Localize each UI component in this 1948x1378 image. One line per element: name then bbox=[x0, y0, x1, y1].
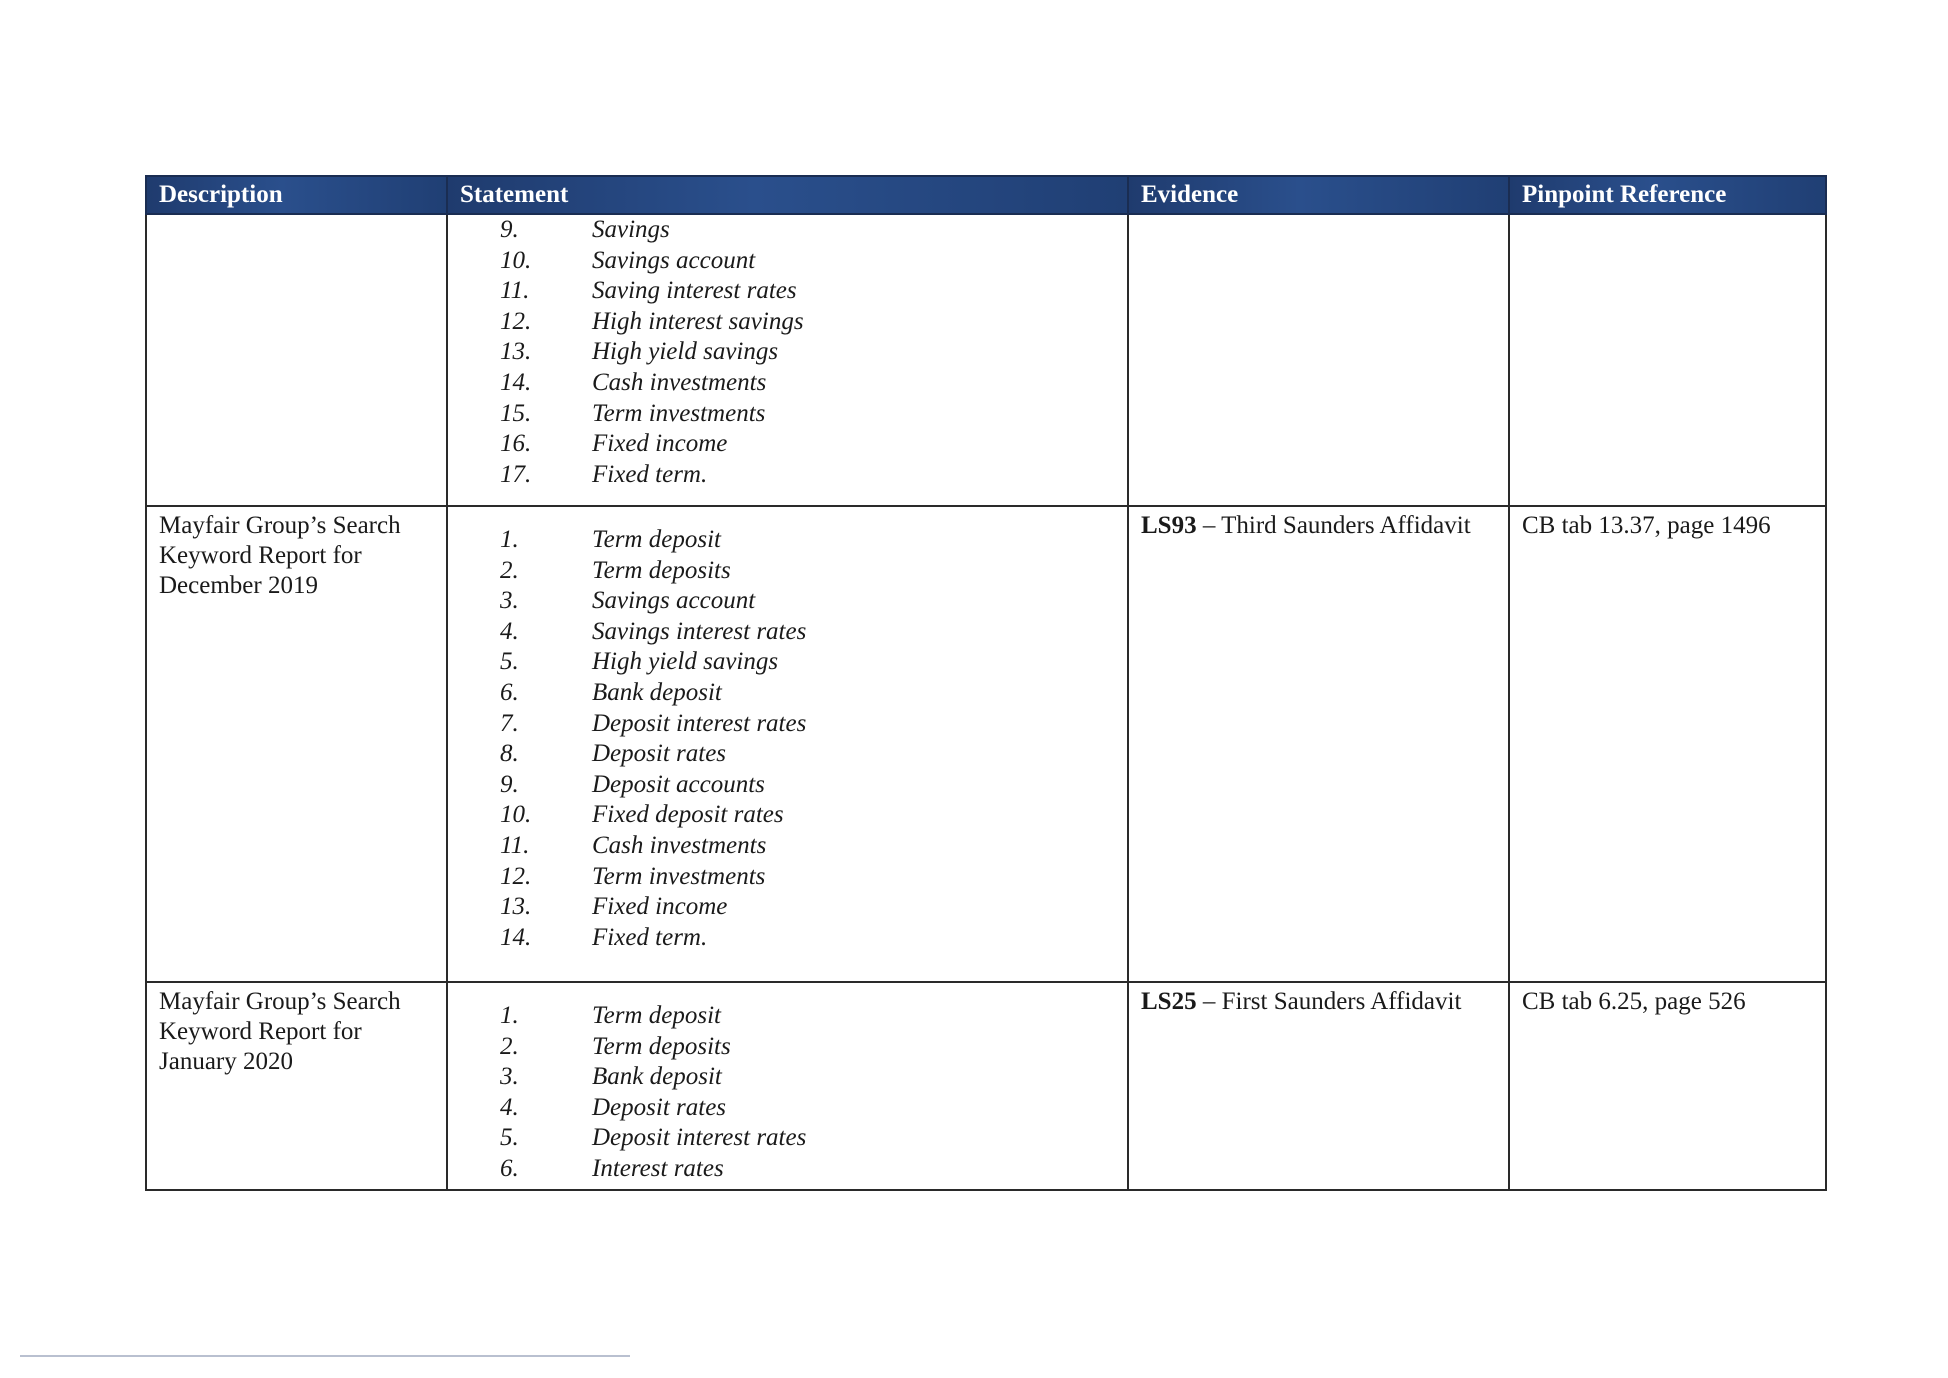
keyword-number: 9. bbox=[500, 770, 519, 798]
keyword-item bbox=[460, 586, 1115, 617]
keyword-number: 6. bbox=[500, 1154, 519, 1182]
keyword-item bbox=[460, 831, 1115, 862]
keyword-number: 11. bbox=[500, 831, 530, 859]
keyword-label: Deposit rates bbox=[592, 740, 727, 768]
keyword-number: 3. bbox=[500, 1063, 519, 1091]
keyword-label: Fixed term. bbox=[592, 460, 708, 488]
evidence-description: – First Saunders Affidavit bbox=[1196, 988, 1462, 1015]
keyword-number: 10. bbox=[500, 246, 532, 274]
keyword-label: Term deposits bbox=[592, 1032, 731, 1060]
keyword-item bbox=[460, 368, 1115, 399]
keyword-label: Savings account bbox=[592, 246, 756, 274]
keyword-number: 4. bbox=[500, 617, 519, 645]
keyword-number: 9. bbox=[500, 216, 519, 243]
keyword-item bbox=[460, 337, 1115, 368]
table-body bbox=[146, 214, 1826, 1190]
evidence-cell bbox=[1128, 982, 1509, 1190]
keyword-label: Term deposit bbox=[592, 1002, 721, 1029]
pinpoint-cell: CB tab 6.25, page 526 bbox=[1509, 982, 1826, 1190]
keyword-item bbox=[460, 862, 1115, 893]
description-cell bbox=[146, 214, 447, 506]
header-statement: Statement bbox=[447, 176, 1128, 214]
table-row bbox=[146, 506, 1826, 982]
evidence-code: LS93 bbox=[1141, 512, 1197, 539]
keyword-list bbox=[460, 215, 1115, 490]
keyword-item bbox=[460, 739, 1115, 770]
evidence-cell bbox=[1128, 214, 1509, 506]
statement-cell bbox=[447, 506, 1128, 982]
keyword-item bbox=[460, 1001, 1115, 1032]
keyword-label: Fixed income bbox=[592, 893, 728, 921]
keyword-number: 13. bbox=[500, 338, 532, 366]
keyword-label: Savings interest rates bbox=[592, 617, 807, 645]
keyword-item bbox=[460, 709, 1115, 740]
evidence-table bbox=[145, 175, 1827, 1191]
evidence-cell bbox=[1128, 506, 1509, 982]
keyword-item bbox=[460, 678, 1115, 709]
keyword-number: 2. bbox=[500, 556, 519, 584]
pinpoint-cell: CB tab 13.37, page 1496 bbox=[1509, 506, 1826, 982]
keyword-item bbox=[460, 307, 1115, 338]
keyword-label: Bank deposit bbox=[592, 1063, 722, 1091]
keyword-number: 12. bbox=[500, 307, 532, 335]
keyword-number: 1. bbox=[500, 526, 519, 553]
keyword-item bbox=[460, 1154, 1115, 1185]
keyword-number: 13. bbox=[500, 893, 532, 921]
keyword-number: 14. bbox=[500, 923, 532, 951]
keyword-item bbox=[460, 1123, 1115, 1154]
keyword-number: 12. bbox=[500, 862, 532, 890]
keyword-number: 14. bbox=[500, 368, 532, 396]
keyword-number: 15. bbox=[500, 399, 532, 427]
header-description: Description bbox=[146, 176, 447, 214]
keyword-item bbox=[460, 923, 1115, 954]
keyword-number: 2. bbox=[500, 1032, 519, 1060]
table-header bbox=[146, 176, 1826, 214]
keyword-list bbox=[460, 1001, 1115, 1185]
keyword-number: 5. bbox=[500, 1124, 519, 1152]
keyword-number: 16. bbox=[500, 430, 532, 458]
table-row bbox=[146, 214, 1826, 506]
keyword-label: Deposit interest rates bbox=[592, 709, 807, 737]
keyword-label: Savings account bbox=[592, 587, 756, 615]
keyword-label: Deposit interest rates bbox=[592, 1124, 807, 1152]
keyword-number: 11. bbox=[500, 277, 530, 305]
keyword-label: Bank deposit bbox=[592, 678, 722, 706]
keyword-label: High interest savings bbox=[592, 307, 804, 335]
keyword-item bbox=[460, 460, 1115, 491]
keyword-number: 1. bbox=[500, 1002, 519, 1029]
statement-cell bbox=[447, 214, 1128, 506]
keyword-label: Deposit rates bbox=[592, 1093, 727, 1121]
keyword-item bbox=[460, 399, 1115, 430]
evidence-code: LS25 bbox=[1141, 988, 1197, 1015]
keyword-number: 17. bbox=[500, 460, 532, 488]
keyword-number: 10. bbox=[500, 801, 532, 829]
keyword-number: 8. bbox=[500, 740, 519, 768]
keyword-label: Term investments bbox=[592, 399, 766, 427]
keyword-number: 7. bbox=[500, 709, 519, 737]
keyword-item bbox=[460, 1062, 1115, 1093]
keyword-item bbox=[460, 647, 1115, 678]
keyword-label: Term deposit bbox=[592, 526, 721, 553]
keyword-item bbox=[460, 429, 1115, 460]
header-evidence: Evidence bbox=[1128, 176, 1509, 214]
description-cell: Mayfair Group’s Search Keyword Report for December 2019 bbox=[146, 506, 447, 982]
keyword-number: 5. bbox=[500, 648, 519, 676]
keyword-label: Term investments bbox=[592, 862, 766, 890]
keyword-label: Fixed income bbox=[592, 430, 728, 458]
keyword-item bbox=[460, 1093, 1115, 1124]
keyword-label: Cash investments bbox=[592, 368, 767, 396]
keyword-item bbox=[460, 276, 1115, 307]
keyword-item bbox=[460, 246, 1115, 277]
keyword-label: Fixed deposit rates bbox=[592, 801, 784, 829]
keyword-label: Saving interest rates bbox=[592, 277, 797, 305]
keyword-item bbox=[460, 215, 1115, 246]
header-pinpoint-reference: Pinpoint Reference bbox=[1509, 176, 1826, 214]
keyword-number: 6. bbox=[500, 678, 519, 706]
keyword-label: High yield savings bbox=[592, 338, 779, 366]
keyword-label: Fixed term. bbox=[592, 923, 708, 951]
keyword-item bbox=[460, 525, 1115, 556]
table-row bbox=[146, 982, 1826, 1190]
description-cell: Mayfair Group’s Search Keyword Report for January 2020 bbox=[146, 982, 447, 1190]
pinpoint-cell bbox=[1509, 214, 1826, 506]
keyword-item bbox=[460, 770, 1115, 801]
keyword-item bbox=[460, 1032, 1115, 1063]
keyword-label: Interest rates bbox=[592, 1154, 724, 1182]
footer-rule bbox=[20, 1355, 630, 1357]
keyword-item bbox=[460, 800, 1115, 831]
keyword-label: High yield savings bbox=[592, 648, 779, 676]
evidence-description: – Third Saunders Affidavit bbox=[1196, 512, 1471, 539]
keyword-number: 3. bbox=[500, 587, 519, 615]
keyword-number: 4. bbox=[500, 1093, 519, 1121]
keyword-label: Term deposits bbox=[592, 556, 731, 584]
keyword-item bbox=[460, 617, 1115, 648]
keyword-item bbox=[460, 892, 1115, 923]
keyword-label: Deposit accounts bbox=[592, 770, 765, 798]
keyword-list bbox=[460, 525, 1115, 953]
keyword-label: Cash investments bbox=[592, 831, 767, 859]
keyword-label: Savings bbox=[592, 216, 670, 243]
keyword-item bbox=[460, 556, 1115, 587]
statement-cell bbox=[447, 982, 1128, 1190]
